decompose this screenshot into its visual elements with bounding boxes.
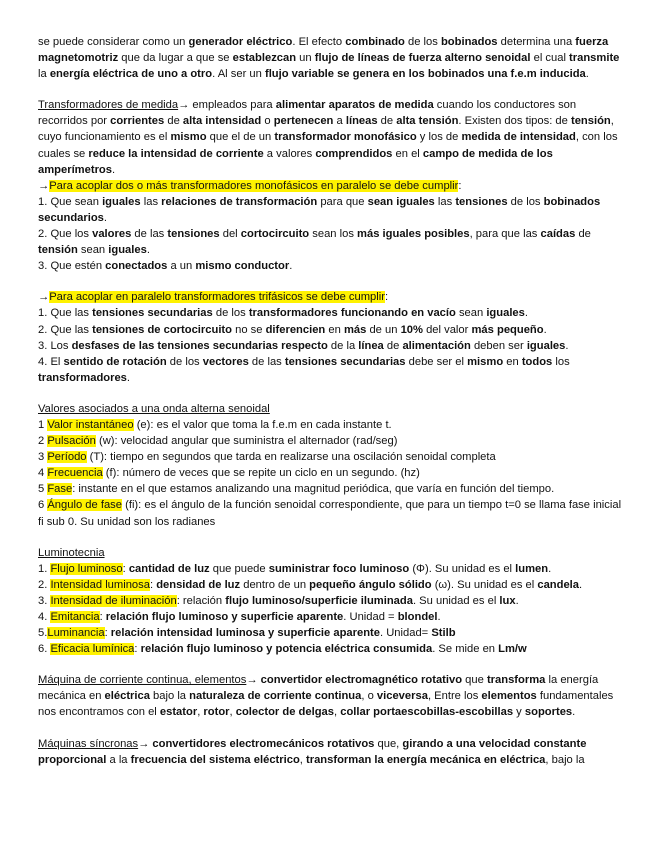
- text-run: (e): es el valor que toma la f.e.m en cada instante t.: [133, 418, 392, 431]
- text-run: bajo la: [149, 690, 190, 703]
- text-run: cuando los conductores son recorridos por: [38, 99, 577, 128]
- text-run: de las: [248, 355, 285, 368]
- bold-text: tensiones secundarias: [92, 307, 213, 320]
- bold-text: alta tensión: [396, 115, 459, 128]
- text-run: 4. El: [38, 355, 64, 368]
- paragraph-gap: [38, 721, 622, 736]
- bold-text: establezcan: [232, 52, 297, 65]
- text-run: →: [246, 674, 261, 687]
- bold-text: flujo variable se genera en los bobinados una f.e.m inducida: [264, 68, 586, 81]
- text-run: , cuyo funcionamiento es el: [38, 115, 614, 144]
- text-run: . Al ser un: [212, 68, 265, 81]
- bold-text: cortocircuito: [240, 228, 310, 241]
- bold-text: desfases de las tensiones secundarias respecto: [71, 339, 328, 352]
- section-heading: Máquinas síncronas: [38, 737, 139, 750]
- text-run: que puede: [209, 562, 269, 575]
- text-run: .: [126, 371, 131, 384]
- text-run: .: [585, 68, 589, 81]
- text-run: un: [296, 52, 315, 65]
- text-run: (f): número de veces que se repite un ciclo en un segundo. (hz): [102, 467, 420, 480]
- bold-text: mismo: [170, 131, 207, 144]
- text-run: 2. Que las: [38, 323, 93, 336]
- text-run: , con los cuales se: [38, 131, 618, 160]
- paragraph: [38, 465, 622, 481]
- highlighted-text: Para acoplar en paralelo transformadores trifásicos se debe cumplir: [49, 291, 385, 304]
- bold-text: flujo de líneas de fuerza alterno senoidal: [314, 52, 531, 65]
- bold-text: transforman la energía mecánica en eléctrica: [306, 753, 546, 766]
- bold-text: caídas: [540, 228, 576, 241]
- text-run: (T): tiempo en segundos que tarda en realizarse una oscilación senoidal completa: [86, 451, 496, 464]
- text-run: 3.: [38, 594, 51, 607]
- bold-text: tensiones secundarias: [284, 355, 406, 368]
- bold-text: iguales: [102, 195, 141, 208]
- highlighted-text: Flujo luminoso: [50, 562, 123, 575]
- text-run: y los de: [416, 131, 462, 144]
- bold-text: sentido de rotación: [63, 355, 167, 368]
- bold-text: líneas: [345, 115, 378, 128]
- text-run: el cual: [530, 52, 570, 65]
- text-run: de: [377, 115, 397, 128]
- paragraph: [38, 226, 622, 258]
- text-run: (w): velocidad angular que suministra el alternador (rad/seg): [95, 435, 398, 448]
- paragraph: [38, 417, 622, 433]
- text-run: →: [38, 179, 50, 192]
- bold-text: convertidor electromagnético rotativo: [260, 674, 463, 687]
- text-run: , para que las: [469, 228, 541, 241]
- text-run: 4: [38, 467, 48, 480]
- text-run: :: [104, 627, 111, 640]
- text-run: debe ser el: [405, 355, 468, 368]
- bold-text: Stilb: [431, 627, 456, 640]
- text-run: sean los: [309, 228, 358, 241]
- text-run: .: [565, 339, 569, 352]
- text-run: del valor: [422, 323, 472, 336]
- bold-text: alimentación: [402, 339, 471, 352]
- paragraph: [38, 736, 622, 768]
- bold-text: transformadores funcionando en vacío: [248, 307, 456, 320]
- text-run: .: [146, 244, 150, 257]
- bold-text: diferencien: [265, 323, 326, 336]
- paragraph: [38, 354, 622, 386]
- bold-text: soportes: [524, 706, 573, 719]
- text-run: de la: [327, 339, 359, 352]
- text-run: a: [333, 115, 346, 128]
- paragraph: [38, 178, 622, 194]
- text-run: de los: [404, 36, 441, 48]
- text-run: 3: [38, 451, 48, 464]
- text-run: (Φ). Su unidad es el: [409, 562, 516, 575]
- text-run: (ω). Su unidad es el: [431, 578, 538, 591]
- paragraph: [38, 497, 622, 529]
- text-run: o: [261, 115, 274, 128]
- text-run: de un: [366, 323, 401, 336]
- bold-text: suministrar foco luminoso: [268, 562, 410, 575]
- bold-text: pertenecen: [273, 115, 334, 128]
- paragraph: [38, 305, 622, 321]
- text-run: .: [289, 260, 293, 273]
- text-run: ,: [299, 753, 306, 766]
- bold-text: valores: [92, 228, 132, 241]
- bold-text: lumen: [515, 562, 549, 575]
- paragraph: [38, 322, 622, 338]
- bold-text: transformador monofásico: [274, 131, 417, 144]
- text-run: las: [434, 195, 456, 208]
- bold-text: colector de delgas: [235, 706, 334, 719]
- bold-text: relación flujo luminoso y potencia eléctrica consumida: [140, 643, 433, 656]
- text-run: .: [548, 562, 552, 575]
- text-run: ,: [229, 706, 236, 719]
- text-run: →: [138, 737, 153, 750]
- paragraph: [38, 338, 622, 354]
- paragraph: [38, 577, 622, 593]
- text-run: :: [458, 179, 462, 192]
- bold-text: sean iguales: [367, 195, 435, 208]
- text-run: . El efecto: [292, 36, 346, 48]
- bold-text: transmite: [569, 52, 620, 65]
- text-run: → empleados para: [178, 99, 276, 112]
- text-run: , o: [361, 690, 377, 703]
- text-run: 3. Que estén: [38, 260, 106, 273]
- paragraph: [38, 401, 622, 417]
- bold-text: generador eléctrico: [188, 36, 293, 48]
- paragraph: [38, 593, 622, 609]
- paragraph-gap: [38, 82, 622, 97]
- text-run: :: [122, 562, 129, 575]
- bold-text: girando a una velocidad constante proporcional: [38, 737, 587, 766]
- bold-text: más: [343, 323, 367, 336]
- text-run: que da lugar a que se: [118, 52, 233, 65]
- bold-text: elementos: [481, 690, 537, 703]
- highlighted-text: Fase: [47, 483, 73, 496]
- text-run: que el de un: [206, 131, 275, 144]
- bold-text: reduce la intensidad de corriente: [88, 147, 264, 160]
- bold-text: bobinados secundarios: [38, 195, 601, 224]
- text-run: .: [543, 323, 547, 336]
- highlighted-text: Pulsación: [47, 435, 96, 448]
- text-run: :: [149, 578, 157, 591]
- paragraph: [38, 433, 622, 449]
- bold-text: 10%: [400, 323, 423, 336]
- bold-text: línea: [358, 339, 384, 352]
- text-run: , bajo la: [545, 753, 585, 766]
- bold-text: más iguales posibles: [357, 228, 470, 241]
- text-run: la energía mecánica en: [38, 674, 599, 703]
- text-run: que,: [374, 737, 403, 750]
- section-heading: Luminotecnia: [38, 546, 105, 559]
- bold-text: alimentar aparatos de medida: [275, 99, 434, 112]
- highlighted-text: Eficacia lumínica: [50, 643, 135, 656]
- text-run: 2: [38, 435, 48, 448]
- bold-text: mismo: [467, 355, 504, 368]
- text-run: . Unidad =: [343, 611, 398, 623]
- text-run: : relación: [176, 594, 226, 607]
- bold-text: lux: [499, 594, 516, 607]
- text-run: y: [513, 706, 525, 719]
- bold-text: vectores: [202, 355, 249, 368]
- bold-text: tensiones: [455, 195, 508, 208]
- paragraph: [38, 672, 622, 720]
- paragraph: [38, 34, 622, 82]
- bold-text: densidad de luz: [156, 578, 241, 591]
- text-run: 5.: [38, 627, 48, 640]
- text-run: fundamentales nos encontramos con el: [38, 690, 614, 719]
- bold-text: collar portaescobillas-escobillas: [340, 706, 514, 719]
- paragraph: [38, 545, 622, 561]
- paragraph-gap: [38, 386, 622, 401]
- paragraph-gap: [38, 530, 622, 545]
- document-page: [38, 34, 622, 768]
- bold-text: frecuencia del sistema eléctrico: [130, 753, 300, 766]
- text-run: ,: [334, 706, 341, 719]
- text-run: 4.: [38, 611, 51, 623]
- text-run: .: [515, 594, 519, 607]
- bold-text: transformadores: [38, 371, 127, 384]
- bold-text: comprendidos: [315, 147, 393, 160]
- bold-text: iguales: [526, 339, 566, 352]
- text-run: . Se mide en: [432, 643, 499, 656]
- bold-text: relación intensidad luminosa y superficie aparente: [110, 627, 380, 640]
- highlighted-text: Período: [47, 451, 87, 464]
- text-run: a la: [106, 753, 131, 766]
- text-run: . Existen dos tipos: de: [458, 115, 571, 128]
- text-run: de: [575, 228, 591, 241]
- text-run: :: [99, 611, 106, 623]
- text-run: de los: [212, 307, 249, 320]
- text-run: dentro de un: [240, 578, 310, 591]
- text-run: a un: [167, 260, 196, 273]
- highlighted-text: Frecuencia: [47, 467, 103, 480]
- bold-text: pequeño ángulo sólido: [309, 578, 432, 591]
- bold-text: tensiones de cortocircuito: [92, 323, 232, 336]
- bold-text: rotor: [203, 706, 230, 719]
- bold-text: iguales: [486, 307, 525, 320]
- bold-text: eléctrica: [104, 690, 150, 703]
- paragraph: [38, 258, 622, 274]
- text-run: 5: [38, 483, 48, 496]
- text-run: 2. Que los: [38, 228, 93, 241]
- text-run: .: [579, 578, 583, 591]
- text-run: (fi): es el ángulo de la función senoidal correspondiente, que para un tiempo t=0 se llama fase inicial fi sub 0. Su unidad son los radianes: [38, 499, 622, 528]
- text-run: la: [38, 68, 50, 81]
- highlighted-text: Luminancia: [47, 627, 105, 640]
- text-run: en: [503, 355, 522, 368]
- paragraph: [38, 449, 622, 465]
- highlighted-text: Intensidad de iluminación: [50, 594, 177, 607]
- text-run: del: [219, 228, 241, 241]
- text-run: , Entre los: [427, 690, 482, 703]
- paragraph: [38, 481, 622, 497]
- bold-text: más pequeño: [471, 323, 544, 336]
- highlighted-text: Valor instantáneo: [47, 418, 134, 431]
- paragraph-gap: [38, 274, 622, 289]
- text-run: en el: [392, 147, 423, 160]
- text-run: ,: [197, 706, 204, 719]
- text-run: 1.: [38, 562, 51, 575]
- bold-text: campo de medida de los amperímetros: [38, 147, 553, 176]
- bold-text: Lm/w: [498, 643, 527, 656]
- text-run: .: [572, 706, 576, 719]
- text-run: 6: [38, 499, 48, 512]
- text-run: .: [524, 307, 528, 320]
- text-run: :: [134, 643, 141, 656]
- paragraph: [38, 194, 622, 226]
- highlighted-text: Para acoplar dos o más transformadores monofásicos en paralelo se debe cumplir: [49, 179, 459, 192]
- text-run: .: [103, 211, 108, 224]
- bold-text: estator: [159, 706, 198, 719]
- text-run: las: [140, 195, 162, 208]
- text-run: 1. Que sean: [38, 195, 103, 208]
- bold-text: relaciones de transformación: [161, 195, 318, 208]
- bold-text: medida de intensidad: [461, 131, 576, 144]
- text-run: .: [437, 611, 441, 623]
- bold-text: blondel: [397, 611, 438, 623]
- text-run: : instante en el que estamos analizando una magnitud periódica, que varía en función del tiempo.: [72, 483, 555, 496]
- bold-text: relación flujo luminoso y superficie aparente: [105, 611, 344, 623]
- paragraph: [38, 609, 622, 625]
- bold-text: flujo luminoso/superficie iluminada: [225, 594, 413, 607]
- text-run: que: [462, 674, 487, 687]
- text-run: 6.: [38, 643, 51, 656]
- bold-text: candela: [537, 578, 580, 591]
- paragraph: [38, 625, 622, 641]
- highlighted-text: Ángulo de fase: [47, 499, 122, 512]
- bold-text: combinado: [345, 36, 405, 48]
- section-heading: Máquina de corriente continua, elementos: [38, 674, 247, 687]
- text-run: sean: [77, 244, 109, 257]
- bold-text: fuerza magnetomotriz: [38, 36, 609, 65]
- text-run: 1. Que las: [38, 307, 93, 320]
- paragraph: [38, 289, 622, 305]
- paragraph: [38, 561, 622, 577]
- bold-text: corrientes: [110, 115, 165, 128]
- highlighted-text: Intensidad luminosa: [50, 578, 150, 591]
- text-run: de: [164, 115, 183, 128]
- bold-text: cantidad de luz: [128, 562, 210, 575]
- bold-text: tensiones: [167, 228, 220, 241]
- bold-text: naturaleza de corriente continua: [189, 690, 362, 703]
- bold-text: iguales: [108, 244, 147, 257]
- text-run: →: [38, 291, 50, 304]
- bold-text: tensión: [38, 244, 78, 257]
- text-run: de los: [166, 355, 203, 368]
- text-run: a valores: [263, 147, 316, 160]
- paragraph: [38, 97, 622, 177]
- text-run: para que: [317, 195, 368, 208]
- text-run: deben ser: [470, 339, 527, 352]
- text-run: 2.: [38, 578, 51, 591]
- text-run: . Su unidad es el: [412, 594, 500, 607]
- bold-text: viceversa: [376, 690, 428, 703]
- text-run: sean: [455, 307, 487, 320]
- section-heading: Valores asociados a una onda alterna senoidal: [38, 402, 270, 415]
- bold-text: conectados: [105, 260, 168, 273]
- bold-text: energía eléctrica de uno a otro: [49, 68, 213, 81]
- bold-text: bobinados: [440, 36, 498, 48]
- paragraph-gap: [38, 657, 622, 672]
- highlighted-text: Emitancia: [50, 611, 100, 623]
- text-run: 3. Los: [38, 339, 72, 352]
- text-run: se puede considerar como un: [38, 36, 189, 48]
- text-run: no se: [231, 323, 266, 336]
- text-run: .: [112, 163, 116, 176]
- bold-text: transforma: [486, 674, 546, 687]
- text-run: de las: [131, 228, 168, 241]
- text-run: de: [383, 339, 403, 352]
- text-run: . Unidad=: [380, 627, 432, 640]
- bold-text: mismo conductor: [195, 260, 290, 273]
- text-run: en: [325, 323, 344, 336]
- text-run: los: [552, 355, 570, 368]
- text-run: :: [384, 291, 389, 304]
- text-run: de los: [507, 195, 544, 208]
- bold-text: todos: [521, 355, 553, 368]
- bold-text: alta intensidad: [182, 115, 262, 128]
- text-run: 1: [38, 418, 48, 431]
- text-run: determina una: [497, 36, 576, 48]
- paragraph: [38, 641, 622, 657]
- section-heading: Transformadores de medida: [38, 99, 179, 112]
- bold-text: tensión: [570, 115, 611, 128]
- bold-text: convertidores electromecánicos rotativos: [152, 737, 375, 750]
